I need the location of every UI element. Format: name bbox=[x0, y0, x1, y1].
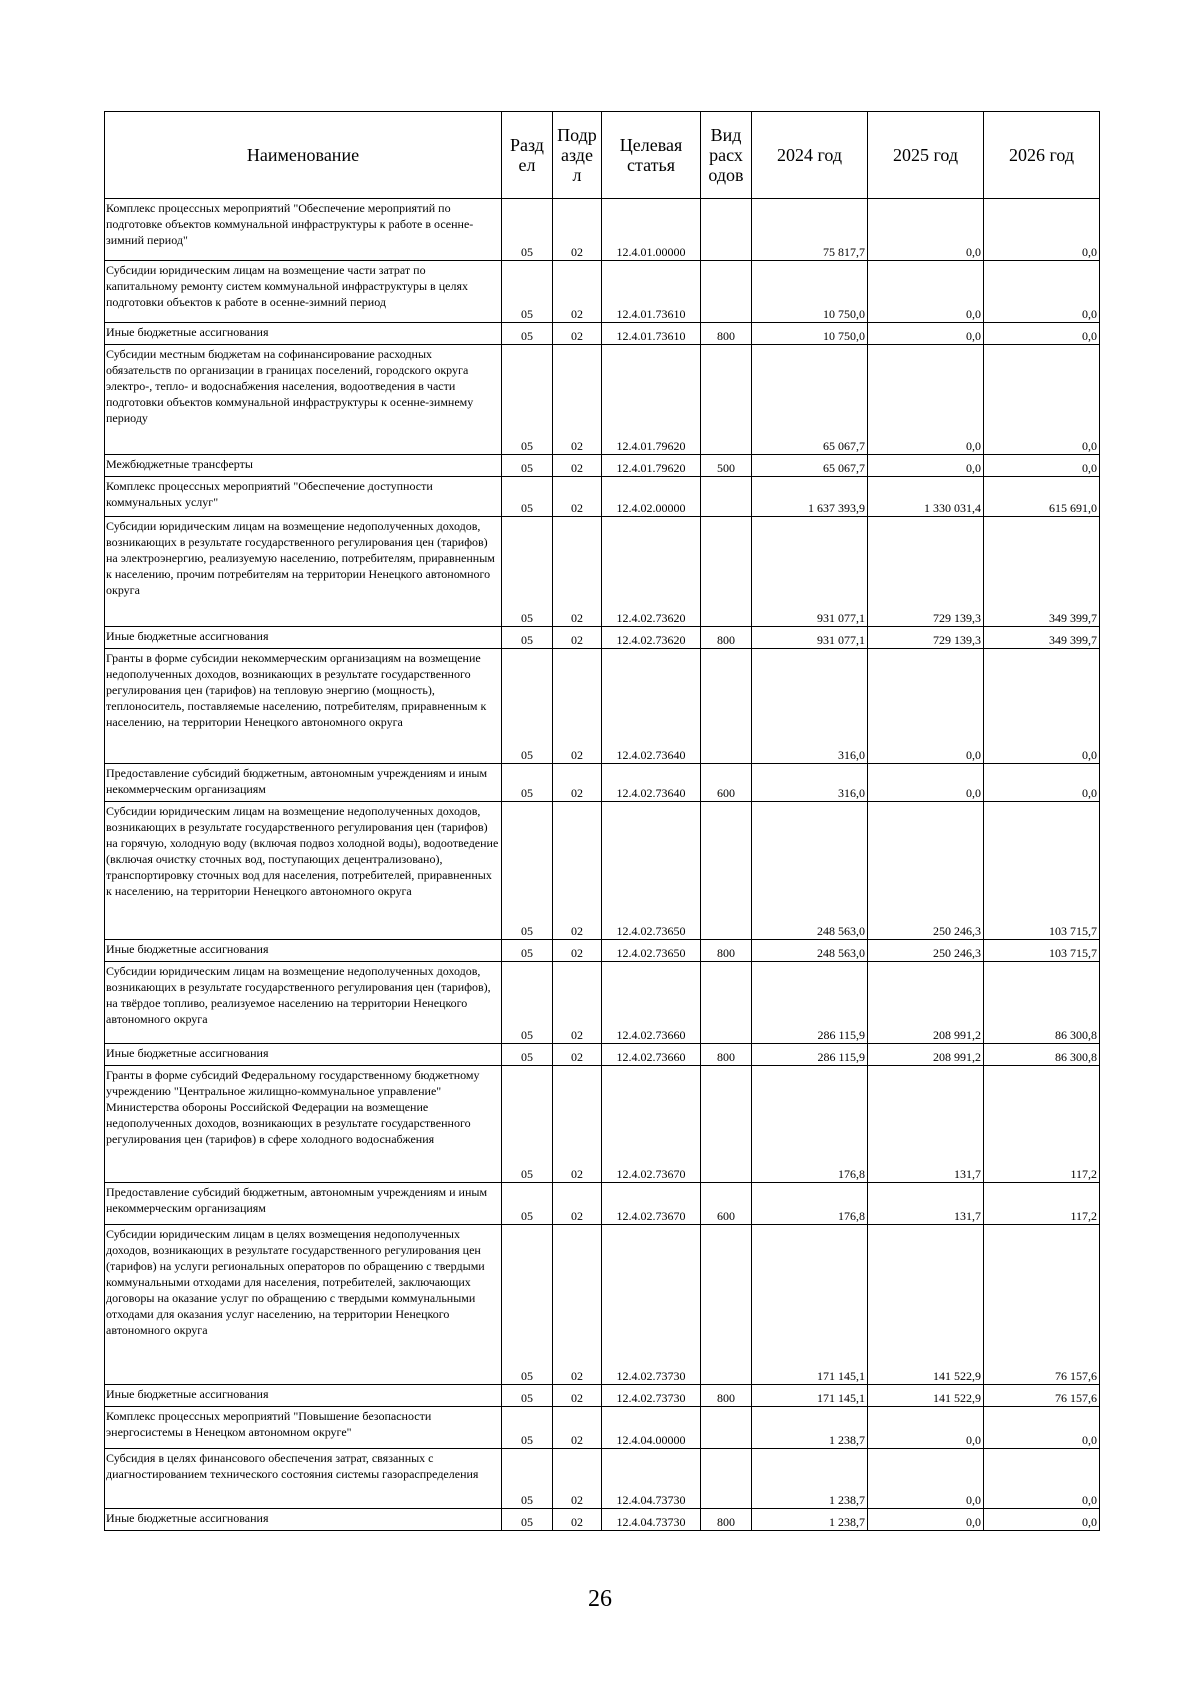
row-amount-2024: 176,8 bbox=[752, 1183, 868, 1225]
row-vid-raskhodov bbox=[701, 517, 752, 627]
row-name: Предоставление субсидий бюджетным, автономным учреждениям и иным некоммерческим организациям bbox=[105, 1183, 502, 1225]
row-vid-raskhodov: 800 bbox=[701, 1509, 752, 1531]
row-vid-raskhodov bbox=[701, 1225, 752, 1385]
table-row bbox=[105, 323, 1100, 345]
row-amount-2025: 208 991,2 bbox=[868, 1044, 984, 1066]
row-name: Иные бюджетные ассигнования bbox=[105, 940, 502, 962]
row-amount-2025: 250 246,3 bbox=[868, 940, 984, 962]
row-amount-2025: 0,0 bbox=[868, 1407, 984, 1449]
row-podrazdel: 02 bbox=[553, 1509, 602, 1531]
row-razdel: 05 bbox=[502, 1449, 553, 1509]
table-row bbox=[105, 477, 1100, 517]
row-amount-2024: 65 067,7 bbox=[752, 345, 868, 455]
table-row bbox=[105, 940, 1100, 962]
row-amount-2026: 0,0 bbox=[984, 455, 1100, 477]
row-amount-2025: 729 139,3 bbox=[868, 627, 984, 649]
row-vid-raskhodov bbox=[701, 477, 752, 517]
row-amount-2025: 1 330 031,4 bbox=[868, 477, 984, 517]
row-amount-2026: 349 399,7 bbox=[984, 627, 1100, 649]
header-name: Наименование bbox=[105, 112, 502, 199]
row-amount-2025: 131,7 bbox=[868, 1066, 984, 1183]
row-tselevaya-statya: 12.4.02.00000 bbox=[602, 477, 701, 517]
row-razdel: 05 bbox=[502, 627, 553, 649]
row-razdel: 05 bbox=[502, 649, 553, 764]
row-name: Субсидии юридическим лицам на возмещение недополученных доходов, возникающих в результате государственного регулирования цен (тарифов) на горячую, холодную воду (включая подвоз холодной воды), водоотведение (включая очистку сточных вод, поступающих децентрализовано), транспортировку сточных вод для населения, потребителей, приравненных к населению, на территории Ненецкого автономного округа bbox=[105, 802, 502, 940]
row-amount-2024: 176,8 bbox=[752, 1066, 868, 1183]
row-razdel: 05 bbox=[502, 1044, 553, 1066]
row-amount-2025: 131,7 bbox=[868, 1183, 984, 1225]
row-podrazdel: 02 bbox=[553, 477, 602, 517]
row-amount-2024: 286 115,9 bbox=[752, 962, 868, 1044]
table-row bbox=[105, 199, 1100, 261]
row-razdel: 05 bbox=[502, 345, 553, 455]
row-amount-2025: 0,0 bbox=[868, 345, 984, 455]
row-podrazdel: 02 bbox=[553, 649, 602, 764]
table-row bbox=[105, 802, 1100, 940]
row-amount-2026: 0,0 bbox=[984, 345, 1100, 455]
row-tselevaya-statya: 12.4.02.73650 bbox=[602, 802, 701, 940]
row-tselevaya-statya: 12.4.02.73650 bbox=[602, 940, 701, 962]
row-amount-2025: 0,0 bbox=[868, 764, 984, 802]
row-vid-raskhodov bbox=[701, 649, 752, 764]
header-2024: 2024 год bbox=[752, 112, 868, 199]
row-tselevaya-statya: 12.4.02.73730 bbox=[602, 1385, 701, 1407]
row-razdel: 05 bbox=[502, 517, 553, 627]
row-amount-2025: 729 139,3 bbox=[868, 517, 984, 627]
row-name: Иные бюджетные ассигнования bbox=[105, 1509, 502, 1531]
row-podrazdel: 02 bbox=[553, 627, 602, 649]
row-vid-raskhodov: 800 bbox=[701, 1044, 752, 1066]
row-podrazdel: 02 bbox=[553, 1449, 602, 1509]
row-vid-raskhodov bbox=[701, 1449, 752, 1509]
row-podrazdel: 02 bbox=[553, 1066, 602, 1183]
row-amount-2024: 10 750,0 bbox=[752, 261, 868, 323]
row-amount-2026: 76 157,6 bbox=[984, 1385, 1100, 1407]
row-amount-2026: 0,0 bbox=[984, 199, 1100, 261]
row-vid-raskhodov bbox=[701, 1066, 752, 1183]
row-amount-2024: 1 238,7 bbox=[752, 1449, 868, 1509]
row-razdel: 05 bbox=[502, 940, 553, 962]
row-amount-2024: 1 637 393,9 bbox=[752, 477, 868, 517]
table-row bbox=[105, 455, 1100, 477]
row-razdel: 05 bbox=[502, 1509, 553, 1531]
row-podrazdel: 02 bbox=[553, 802, 602, 940]
row-vid-raskhodov bbox=[701, 962, 752, 1044]
table-row bbox=[105, 1509, 1100, 1531]
row-amount-2025: 208 991,2 bbox=[868, 962, 984, 1044]
row-amount-2026: 86 300,8 bbox=[984, 962, 1100, 1044]
row-podrazdel: 02 bbox=[553, 323, 602, 345]
row-tselevaya-statya: 12.4.02.73660 bbox=[602, 1044, 701, 1066]
table-row bbox=[105, 1066, 1100, 1183]
row-podrazdel: 02 bbox=[553, 940, 602, 962]
row-tselevaya-statya: 12.4.02.73620 bbox=[602, 627, 701, 649]
row-amount-2024: 1 238,7 bbox=[752, 1407, 868, 1449]
table-body bbox=[105, 199, 1100, 1531]
table-row bbox=[105, 261, 1100, 323]
row-vid-raskhodov: 600 bbox=[701, 764, 752, 802]
row-name: Комплекс процессных мероприятий "Повышение безопасности энергосистемы в Ненецком автономном округе" bbox=[105, 1407, 502, 1449]
row-amount-2024: 316,0 bbox=[752, 764, 868, 802]
row-name: Гранты в форме субсидий Федеральному государственному бюджетному учреждению "Центральное жилищно-коммунальное управление" Министерства обороны Российской Федерации на возмещение недополученных доходов, возникающих в результате государственного регулирования цен (тарифов) в сфере холодного водоснабжения bbox=[105, 1066, 502, 1183]
row-razdel: 05 bbox=[502, 1225, 553, 1385]
row-tselevaya-statya: 12.4.01.79620 bbox=[602, 455, 701, 477]
row-name: Иные бюджетные ассигнования bbox=[105, 627, 502, 649]
row-name: Субсидии юридическим лицам в целях возмещения недополученных доходов, возникающих в результате государственного регулирования цен (тарифов) на услуги региональных операторов по обращению с твердыми коммунальными отходами для населения, потребителей, заключающих договоры на оказание услуг по обращению с твердыми коммунальными отходами для оказания услуг населению, на территории Ненецкого автономного округа bbox=[105, 1225, 502, 1385]
row-podrazdel: 02 bbox=[553, 1225, 602, 1385]
row-podrazdel: 02 bbox=[553, 517, 602, 627]
row-podrazdel: 02 bbox=[553, 1407, 602, 1449]
row-podrazdel: 02 bbox=[553, 1044, 602, 1066]
table-row bbox=[105, 1044, 1100, 1066]
row-tselevaya-statya: 12.4.04.00000 bbox=[602, 1407, 701, 1449]
row-razdel: 05 bbox=[502, 455, 553, 477]
row-amount-2025: 0,0 bbox=[868, 1449, 984, 1509]
row-amount-2024: 248 563,0 bbox=[752, 802, 868, 940]
row-tselevaya-statya: 12.4.04.73730 bbox=[602, 1509, 701, 1531]
row-amount-2026: 117,2 bbox=[984, 1066, 1100, 1183]
row-amount-2024: 316,0 bbox=[752, 649, 868, 764]
row-vid-raskhodov bbox=[701, 1407, 752, 1449]
row-vid-raskhodov bbox=[701, 261, 752, 323]
row-amount-2024: 65 067,7 bbox=[752, 455, 868, 477]
row-razdel: 05 bbox=[502, 1385, 553, 1407]
row-vid-raskhodov: 800 bbox=[701, 940, 752, 962]
row-amount-2026: 117,2 bbox=[984, 1183, 1100, 1225]
row-amount-2025: 141 522,9 bbox=[868, 1225, 984, 1385]
row-podrazdel: 02 bbox=[553, 455, 602, 477]
row-razdel: 05 bbox=[502, 323, 553, 345]
row-amount-2024: 931 077,1 bbox=[752, 517, 868, 627]
row-amount-2024: 248 563,0 bbox=[752, 940, 868, 962]
row-tselevaya-statya: 12.4.04.73730 bbox=[602, 1449, 701, 1509]
row-amount-2025: 0,0 bbox=[868, 455, 984, 477]
row-amount-2024: 286 115,9 bbox=[752, 1044, 868, 1066]
header-2026: 2026 год bbox=[984, 112, 1100, 199]
row-amount-2025: 141 522,9 bbox=[868, 1385, 984, 1407]
header-row bbox=[105, 112, 1100, 199]
row-tselevaya-statya: 12.4.01.00000 bbox=[602, 199, 701, 261]
row-amount-2026: 76 157,6 bbox=[984, 1225, 1100, 1385]
row-razdel: 05 bbox=[502, 477, 553, 517]
table-row bbox=[105, 764, 1100, 802]
row-vid-raskhodov: 500 bbox=[701, 455, 752, 477]
row-amount-2026: 103 715,7 bbox=[984, 940, 1100, 962]
row-name: Иные бюджетные ассигнования bbox=[105, 323, 502, 345]
row-amount-2025: 0,0 bbox=[868, 1509, 984, 1531]
header-2025: 2025 год bbox=[868, 112, 984, 199]
table-row bbox=[105, 649, 1100, 764]
row-amount-2026: 0,0 bbox=[984, 1407, 1100, 1449]
row-amount-2026: 0,0 bbox=[984, 1449, 1100, 1509]
row-podrazdel: 02 bbox=[553, 962, 602, 1044]
row-name: Иные бюджетные ассигнования bbox=[105, 1044, 502, 1066]
row-razdel: 05 bbox=[502, 1407, 553, 1449]
row-razdel: 05 bbox=[502, 1066, 553, 1183]
row-tselevaya-statya: 12.4.02.73670 bbox=[602, 1183, 701, 1225]
row-name: Межбюджетные трансферты bbox=[105, 455, 502, 477]
row-vid-raskhodov: 800 bbox=[701, 1385, 752, 1407]
row-tselevaya-statya: 12.4.02.73620 bbox=[602, 517, 701, 627]
row-razdel: 05 bbox=[502, 962, 553, 1044]
table-row bbox=[105, 1385, 1100, 1407]
row-vid-raskhodov: 800 bbox=[701, 323, 752, 345]
row-amount-2024: 10 750,0 bbox=[752, 323, 868, 345]
row-razdel: 05 bbox=[502, 261, 553, 323]
table-row bbox=[105, 1407, 1100, 1449]
table-row bbox=[105, 962, 1100, 1044]
row-amount-2025: 0,0 bbox=[868, 261, 984, 323]
row-amount-2026: 86 300,8 bbox=[984, 1044, 1100, 1066]
table-row bbox=[105, 1183, 1100, 1225]
budget-table bbox=[104, 111, 1100, 1531]
row-amount-2024: 1 238,7 bbox=[752, 1509, 868, 1531]
row-amount-2025: 0,0 bbox=[868, 199, 984, 261]
row-tselevaya-statya: 12.4.01.73610 bbox=[602, 323, 701, 345]
row-name: Иные бюджетные ассигнования bbox=[105, 1385, 502, 1407]
row-amount-2024: 171 145,1 bbox=[752, 1225, 868, 1385]
row-razdel: 05 bbox=[502, 802, 553, 940]
row-name: Субсидии юридическим лицам на возмещение недополученных доходов, возникающих в результате государственного регулирования цен (тарифов), на твёрдое топливо, реализуемое населению на территории Ненецкого автономного округа bbox=[105, 962, 502, 1044]
row-amount-2025: 250 246,3 bbox=[868, 802, 984, 940]
row-podrazdel: 02 bbox=[553, 199, 602, 261]
row-podrazdel: 02 bbox=[553, 261, 602, 323]
row-name: Субсидии юридическим лицам на возмещение недополученных доходов, возникающих в результате государственного регулирования цен (тарифов) на электроэнергию, реализуемую населению, потребителям, приравненным к населению, прочим потребителям на территории Ненецкого автономного округа bbox=[105, 517, 502, 627]
row-podrazdel: 02 bbox=[553, 1385, 602, 1407]
header-razdel: Разд ел bbox=[502, 112, 553, 199]
row-amount-2024: 931 077,1 bbox=[752, 627, 868, 649]
row-tselevaya-statya: 12.4.02.73640 bbox=[602, 649, 701, 764]
row-vid-raskhodov bbox=[701, 345, 752, 455]
row-amount-2025: 0,0 bbox=[868, 323, 984, 345]
row-amount-2026: 0,0 bbox=[984, 649, 1100, 764]
row-name: Предоставление субсидий бюджетным, автономным учреждениям и иным некоммерческим организациям bbox=[105, 764, 502, 802]
row-tselevaya-statya: 12.4.02.73660 bbox=[602, 962, 701, 1044]
table-row bbox=[105, 345, 1100, 455]
row-amount-2026: 615 691,0 bbox=[984, 477, 1100, 517]
row-tselevaya-statya: 12.4.02.73640 bbox=[602, 764, 701, 802]
row-amount-2026: 0,0 bbox=[984, 261, 1100, 323]
row-name: Субсидии местным бюджетам на софинансирование расходных обязательств по организации в границах поселений, городского округа электро-, тепло- и водоснабжения населения, водоотведения в части подготовки объектов коммунальной инфраструктуры к осенне-зимнему периоду bbox=[105, 345, 502, 455]
row-name: Гранты в форме субсидии некоммерческим организациям на возмещение недополученных доходов, возникающих в результате государственного регулирования цен (тарифов) на тепловую энергию (мощность), теплоноситель, поставляемые населению, потребителям, приравненным к населению, на территории Ненецкого автономного округа bbox=[105, 649, 502, 764]
header-vid-raskhodov: Вид расх одов bbox=[701, 112, 752, 199]
row-razdel: 05 bbox=[502, 199, 553, 261]
row-amount-2024: 171 145,1 bbox=[752, 1385, 868, 1407]
row-razdel: 05 bbox=[502, 1183, 553, 1225]
row-vid-raskhodov: 600 bbox=[701, 1183, 752, 1225]
row-amount-2026: 0,0 bbox=[984, 1509, 1100, 1531]
header-podrazdel: Подр азде л bbox=[553, 112, 602, 199]
row-tselevaya-statya: 12.4.02.73730 bbox=[602, 1225, 701, 1385]
row-podrazdel: 02 bbox=[553, 1183, 602, 1225]
row-vid-raskhodov: 800 bbox=[701, 627, 752, 649]
row-amount-2024: 75 817,7 bbox=[752, 199, 868, 261]
row-amount-2026: 0,0 bbox=[984, 764, 1100, 802]
row-amount-2026: 103 715,7 bbox=[984, 802, 1100, 940]
row-name: Комплекс процессных мероприятий "Обеспечение доступности коммунальных услуг" bbox=[105, 477, 502, 517]
row-tselevaya-statya: 12.4.02.73670 bbox=[602, 1066, 701, 1183]
table-row bbox=[105, 1449, 1100, 1509]
row-name: Комплекс процессных мероприятий "Обеспечение мероприятий по подготовке объектов коммунальной инфраструктуры к работе в осенне-зимний период" bbox=[105, 199, 502, 261]
row-amount-2026: 349 399,7 bbox=[984, 517, 1100, 627]
row-amount-2025: 0,0 bbox=[868, 649, 984, 764]
row-podrazdel: 02 bbox=[553, 345, 602, 455]
table-row bbox=[105, 627, 1100, 649]
row-razdel: 05 bbox=[502, 764, 553, 802]
row-name: Субсидии юридическим лицам на возмещение части затрат по капитальному ремонту систем коммунальной инфраструктуры в целях подготовки объектов к работе в осенне-зимний период bbox=[105, 261, 502, 323]
table-row bbox=[105, 517, 1100, 627]
table-row bbox=[105, 1225, 1100, 1385]
row-podrazdel: 02 bbox=[553, 764, 602, 802]
row-name: Субсидия в целях финансового обеспечения затрат, связанных с диагностированием технического состояния системы газораспределения bbox=[105, 1449, 502, 1509]
page-number: 26 bbox=[588, 1586, 612, 1612]
row-amount-2026: 0,0 bbox=[984, 323, 1100, 345]
row-vid-raskhodov bbox=[701, 802, 752, 940]
row-tselevaya-statya: 12.4.01.73610 bbox=[602, 261, 701, 323]
row-tselevaya-statya: 12.4.01.79620 bbox=[602, 345, 701, 455]
row-vid-raskhodov bbox=[701, 199, 752, 261]
header-tselevaya-statya: Целевая статья bbox=[602, 112, 701, 199]
